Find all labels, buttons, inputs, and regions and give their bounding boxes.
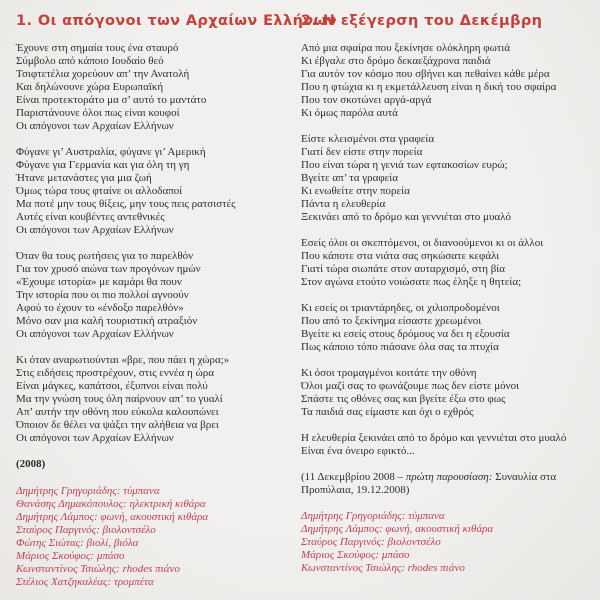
stanza	[301, 432, 595, 458]
song-2-lyrics	[301, 42, 595, 458]
lyric-line: Γιατί δεν είστε στην πορεία	[301, 146, 423, 158]
lyric-line: Μα την γνώση τους όλη παίρνουν απ’ το γυαλί	[16, 393, 223, 405]
credit-line: Μάριος Σκούφος: μπάσο	[16, 550, 125, 562]
credit-line: Δημήτρης Λάμπος: φωνή, ακουστική κιθάρα	[301, 523, 494, 535]
lyric-line: Ήτανε μετανάστες για μια ζωή	[16, 172, 152, 184]
lyric-line: Είναι ένα όνειρο εφικτό...	[301, 445, 415, 457]
lyric-line: Φύγανε γι’ Αυστραλία, φύγανε γι’ Αμερική	[16, 146, 206, 158]
credit-line: Σταύρος Παργινός: βιολοντσέλο	[301, 536, 441, 548]
lyric-line: Που από το ξεκίνημα είσαστε χρεωμένοι	[301, 315, 482, 327]
credit-line: Θανάσης Δημακόπουλος: ηλεκτρική κιθάρα	[16, 498, 206, 510]
lyric-line: Η ελευθερία ξεκινάει από το δρόμο και γεννιέται στο μυαλό	[301, 432, 567, 444]
credit-line: Στέλιος Χατζηκαλέας: τρομπέτα	[16, 576, 154, 588]
lyric-line: Ξεκινάει από το δρόμο και γεννιέται στο μυαλό	[301, 211, 511, 223]
lyric-line: Σύμβολο από κάποιο Ιουδαίο θεό	[16, 55, 164, 67]
lyric-line: Κι όταν αναρωτιούνται «βρε, που πάει η χώρα;»	[16, 354, 230, 366]
credit-line: Δημήτρης Γρηγοριάδης: τύμπανα	[301, 510, 445, 522]
song-1-lyrics	[16, 42, 296, 445]
premiere-note	[301, 471, 595, 497]
stanza	[16, 146, 296, 237]
lyric-line: Εσείς όλοι οι σκεπτόμενοι, οι διανοούμενοι κι οι άλλοι	[301, 237, 544, 249]
lyric-line: Οι απόγονοι των Αρχαίων Ελλήνων	[16, 224, 174, 236]
lyric-line: Πάντα η ελευθερία	[301, 198, 386, 210]
credit-line: Κωνσταντίνος Τσιώλης: rhodes πιάνο	[16, 563, 180, 575]
lyric-line: Βγείτε κι εσείς στους δρόμους να δει η εξουσία	[301, 328, 510, 340]
lyric-line: Όλοι μαζί σας το φωνάζουμε πως δεν είστε μόνοι	[301, 380, 520, 392]
premiere-note-post: Συναυλία στα	[492, 471, 557, 483]
lyric-line: Σπάστε τις οθόνες σας και βγείτε έξω στο φως	[301, 393, 506, 405]
premiere-note-pre: (11 Δεκεμβρίου 2008 –	[301, 471, 406, 483]
lyric-line: Που η φτώχια κι η εκμετάλλευση είναι η δική του σφαίρα	[301, 81, 557, 93]
credit-line: Κωνσταντίνος Τσιώλης: rhodes πιάνο	[301, 562, 465, 574]
lyric-line: Είστε κλεισμένοι στα γραφεία	[301, 133, 435, 145]
credit-line: Μάριος Σκούφος: μπάσο	[301, 549, 410, 561]
stanza	[301, 367, 595, 419]
lyric-line: Και δηλώνουνε χώρα Ευρωπαϊκή	[16, 81, 164, 93]
lyric-line: Πως κάποιο τόπο πιάσανε όλα σας τα πτυχία	[301, 341, 499, 353]
stanza	[16, 250, 296, 341]
lyric-line: Αυτές είναι κουβέντες αντεθνικές	[16, 211, 165, 223]
lyric-line: Όμως τώρα τους φταίνε οι αλλοδαποί	[16, 185, 183, 197]
lyric-line: Κι ενωθείτε στην πορεία	[301, 185, 410, 197]
stanza	[301, 133, 595, 224]
stanza	[16, 42, 296, 133]
lyric-line: Φύγανε για Γερμανία και για όλη τη γη	[16, 159, 190, 171]
song-title-1: 1. Οι απόγονοι των Αρχαίων Ελλήνων	[16, 13, 337, 29]
lyric-line: Έχουνε στη σημαία τους ένα σταυρό	[16, 42, 179, 54]
lyric-line: Όταν θα τους ρωτήσεις για το παρελθόν	[16, 250, 194, 262]
lyric-line: Είναι μάγκες, καπάτσοι, έξυπνοι είναι πολύ	[16, 380, 208, 392]
song-1-credits	[16, 485, 296, 589]
lyric-line: Από μια σφαίρα που ξεκίνησε ολόκληρη φωτιά	[301, 42, 511, 54]
lyric-line: Την ιστορία που οι πιο πολλοί αγνοούν	[16, 289, 189, 301]
premiere-note-line-2: Προπύλαια, 19.12.2008)	[301, 484, 410, 496]
credit-line: Δημήτρης Γρηγοριάδης: τύμπανα	[16, 485, 160, 497]
lyric-line: Οι απόγονοι των Αρχαίων Ελλήνων	[16, 432, 174, 444]
stanza	[301, 42, 595, 120]
credit-line: Δημήτρης Λάμπος: φωνή, ακουστική κιθάρα	[16, 511, 209, 523]
lyric-line: Που είναι τώρα η γενιά των εφτακοσίων ευρώ;	[301, 159, 508, 171]
lyric-line: Οι απόγονοι των Αρχαίων Ελλήνων	[16, 328, 174, 340]
lyric-line: Τσιφτετέλια χορεύουν απ’ την Ανατολή	[16, 68, 190, 80]
lyric-line: Που τον σκοτώνει αργά-αργά	[301, 94, 432, 106]
lyric-line: Στις ειδήσεις προστρέχουν, στις εννέα η ώρα	[16, 367, 214, 379]
credit-line: Φώτης Σιώτας: βιολί, βιόλα	[16, 537, 139, 549]
stanza	[301, 237, 595, 289]
lyric-line: Που κάποτε στα νιάτα σας σηκώσατε κεφάλι	[301, 250, 500, 262]
lyric-line: Κι έβγαλε στο δρόμο δεκαεξάχρονα παιδιά	[301, 55, 491, 67]
lyric-line: Τα παιδιά σας είμαστε και όχι ο εχθρός	[301, 406, 474, 418]
lyric-line: Αφού το έχουν το «ένδοξο παρελθόν»	[16, 302, 184, 314]
stanza	[301, 302, 595, 354]
premiere-note-line-1	[301, 471, 595, 484]
year-note: (2008)	[16, 458, 46, 470]
lyric-line: Κι εσείς οι τριαντάρηδες, οι χιλιοπροδομένοι	[301, 302, 500, 314]
stanza	[16, 354, 296, 445]
credit-line: Σταύρος Παργινός: βιολοντσέλο	[16, 524, 156, 536]
lyric-line: Για τον χρυσό αιώνα των προγόνων ημών	[16, 263, 201, 275]
lyric-line: Γιατί τώρα σιωπάτε στον αυταρχισμό, στη βία	[301, 263, 506, 275]
lyric-line: Για αυτόν τον κόσμο που σβήνει και πεθαίνει κάθε μέρα	[301, 68, 550, 80]
premiere-note-italic: πρώτη παρουσίαση:	[405, 471, 493, 483]
lyric-line: Απ’ αυτήν την οθόνη που εύκολα καλουπώνει	[16, 406, 219, 418]
lyric-line: Στον αγώνα ετούτο νοιώσατε πως έληξε η θητεία;	[301, 276, 522, 288]
lyric-line: Κι όμως παρόλα αυτά	[301, 107, 398, 119]
left-column	[16, 13, 337, 589]
lyric-line: Μα ποτέ μην τους θίξεις, μην τους πεις ρατσιστές	[16, 198, 236, 210]
lyric-line: Κι όσοι τρομαγμένοι κοιτάτε την οθόνη	[301, 367, 477, 379]
song-title-2: 2. Η εξέγερση του Δεκέμβρη	[301, 13, 543, 29]
lyric-line: Μόνο σαν μια καλή τουριστική ατραξιόν	[16, 315, 198, 327]
lyric-line: «Έχουμε ιστορία» με καμάρι θα πουν	[16, 276, 182, 288]
right-column	[301, 13, 595, 575]
lyric-line: Όποιον δε θέλει να ψάξει την αλήθεια να βρει	[16, 419, 219, 431]
lyric-line: Οι απόγονοι των Αρχαίων Ελλήνων	[16, 120, 174, 132]
lyric-line: Παριστάνουνε όλοι πως είναι κουφοί	[16, 107, 180, 119]
song-2-credits	[301, 510, 595, 575]
lyric-line: Είναι προτεκτοράτο μα σ’ αυτό το μαντάτο	[16, 94, 207, 106]
lyric-line: Βγείτε απ’ τα γραφεία	[301, 172, 399, 184]
